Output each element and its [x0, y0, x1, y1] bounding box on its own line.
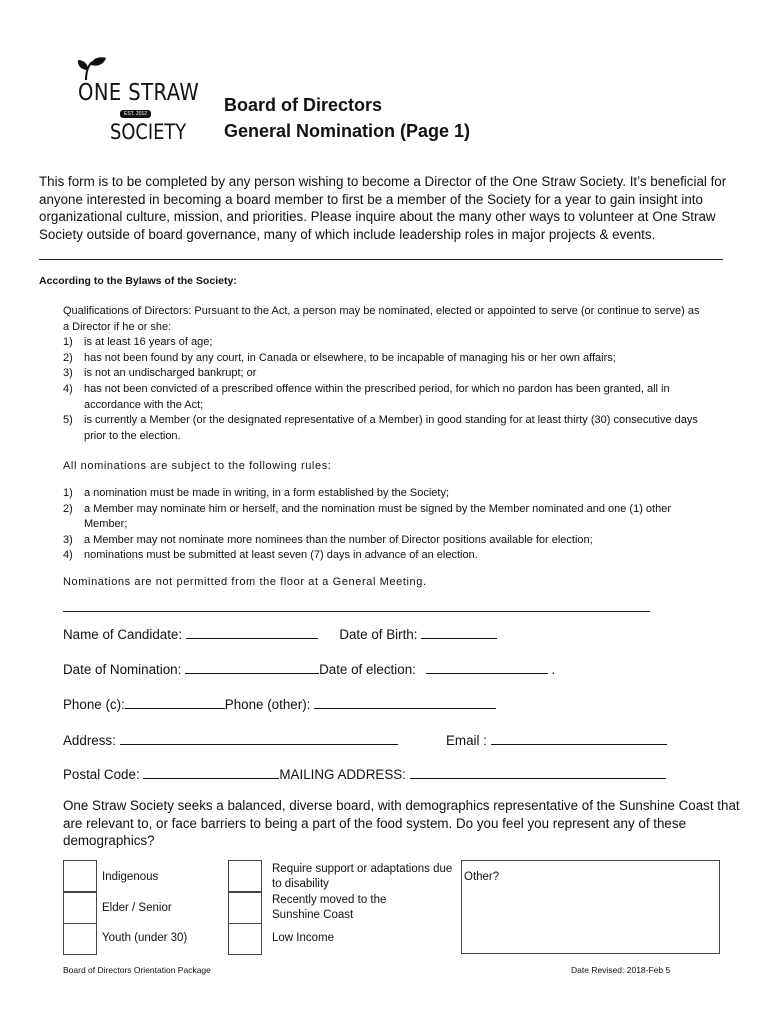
intro-paragraph: This form is to be completed by any person wishing to become a Director of the One Straw Society. It’s beneficial for anyone interested in becoming a board member to first be a member of the Society for a year to gain insight into organizational culture, mission, and priorities. Please inquire about the many other ways to volunteer at One Straw Society outside of board governance, many of which include leadership roles in major projects & events.	[39, 174, 727, 242]
checkbox-youth[interactable]	[63, 923, 97, 955]
phone-c-label: Phone (c):	[63, 697, 125, 712]
checkbox-elder-senior[interactable]	[63, 892, 97, 924]
name-field[interactable]	[186, 626, 318, 639]
phone-other-label: Phone (other):	[224, 697, 311, 712]
dob-label: Date of Birth:	[339, 627, 418, 642]
rules-section	[63, 486, 703, 564]
list-item: 5) is currently a Member (or the designated representative of a Member) in good standing for at least thirty (30) consecutive days prior to the election.	[63, 414, 698, 442]
logo-badge: EST. 2012	[120, 110, 151, 118]
floor-note: Nominations are not permitted from the floor at a General Meeting.	[63, 576, 427, 588]
list-item: 1) a nomination must be made in writing, in a form established by the Society;	[63, 487, 450, 499]
leaf-sprout-icon	[76, 56, 116, 82]
list-item: 3) is not an undischarged bankrupt; or	[63, 367, 257, 380]
list-item: 3) a Member may not nominate more nominees than the number of Director positions available for election;	[63, 533, 593, 546]
label-youth: Youth (under 30)	[102, 932, 188, 944]
divider	[63, 611, 650, 612]
address-label: Address:	[63, 733, 116, 748]
title-line2: General Nomination (Page 1)	[224, 121, 471, 141]
demographics-question: One Straw Society seeks a balanced, diverse board, with demographics representative of the Sunshine Coast that are relevant to, or face barriers to being a part of the food system. Do you feel you represent any of these demographics?	[63, 798, 740, 849]
checkbox-disability[interactable]	[228, 860, 262, 892]
address-field[interactable]	[120, 732, 398, 745]
logo-line2: SOCIETY	[110, 120, 187, 144]
name-row	[63, 626, 497, 642]
footer-right: Date Revised: 2018-Feb 5	[571, 965, 671, 975]
logo-line1: ONE STRAW	[78, 80, 200, 106]
postal-row	[63, 766, 666, 782]
checkbox-indigenous[interactable]	[63, 860, 97, 892]
label-disability: Require support or adaptations due to disability	[272, 863, 453, 890]
name-label: Name of Candidate:	[63, 627, 183, 642]
dob-field[interactable]	[421, 626, 497, 639]
list-item: 1) is at least 16 years of age;	[63, 336, 213, 349]
phone-c-field[interactable]	[125, 696, 225, 709]
postal-code-field[interactable]	[143, 766, 279, 779]
election-date-field[interactable]	[426, 661, 548, 674]
nomination-date-label: Date of Nomination:	[63, 662, 182, 677]
label-indigenous: Indigenous	[102, 871, 159, 883]
list-item: 2) a Member may nominate him or herself, and the nomination must be signed by the Member nominated and one (1) other Member;	[63, 502, 671, 531]
rules-list	[63, 486, 703, 564]
label-recently-moved: Recently moved to the Sunshine Coast	[272, 894, 387, 921]
address-row	[63, 732, 398, 748]
postal-label: Postal Code:	[63, 767, 140, 782]
election-date-label: Date of election:	[319, 662, 416, 677]
nomination-date-field[interactable]	[185, 661, 319, 674]
dates-row	[63, 661, 555, 677]
checkbox-recently-moved[interactable]	[228, 892, 262, 924]
qualifications-intro: Qualifications of Directors: Pursuant to the Act, a person may be nominated, elected or appointed to serve (or continue to serve) as a Director if he or she:	[63, 305, 700, 333]
mailing-label: MAILING ADDRESS:	[279, 767, 406, 782]
election-date-suffix: .	[551, 662, 556, 677]
qualifications-section	[63, 304, 703, 444]
page-title	[224, 92, 470, 144]
other-label: Other?	[464, 871, 500, 883]
title-line1: Board of Directors	[224, 95, 383, 115]
other-demographic-field[interactable]	[461, 860, 720, 954]
divider	[39, 259, 723, 260]
list-item: 2) has not been found by any court, in Canada or elsewhere, to be incapable of managing his or her own affairs;	[63, 351, 616, 364]
email-row	[446, 732, 667, 748]
list-item: 4) nominations must be submitted at least seven (7) days in advance of an election.	[63, 549, 478, 562]
footer-left: Board of Directors Orientation Package	[63, 965, 211, 975]
checkbox-low-income[interactable]	[228, 923, 262, 955]
email-label: Email :	[446, 733, 487, 748]
bylaws-heading: According to the Bylaws of the Society:	[39, 275, 237, 287]
qualifications-list	[63, 335, 703, 444]
organization-logo	[70, 52, 200, 150]
phone-other-field[interactable]	[314, 696, 496, 709]
list-item: 4) has not been convicted of a prescribed offence within the prescribed period, for which no pardon has been granted, all in accordance with the Act;	[63, 382, 670, 411]
mailing-address-field[interactable]	[410, 766, 666, 779]
phone-row	[63, 696, 496, 712]
email-field[interactable]	[491, 732, 667, 745]
rules-intro: All nominations are subject to the following rules:	[63, 460, 332, 472]
label-elder-senior: Elder / Senior	[102, 902, 172, 914]
label-low-income: Low Income	[272, 932, 335, 944]
